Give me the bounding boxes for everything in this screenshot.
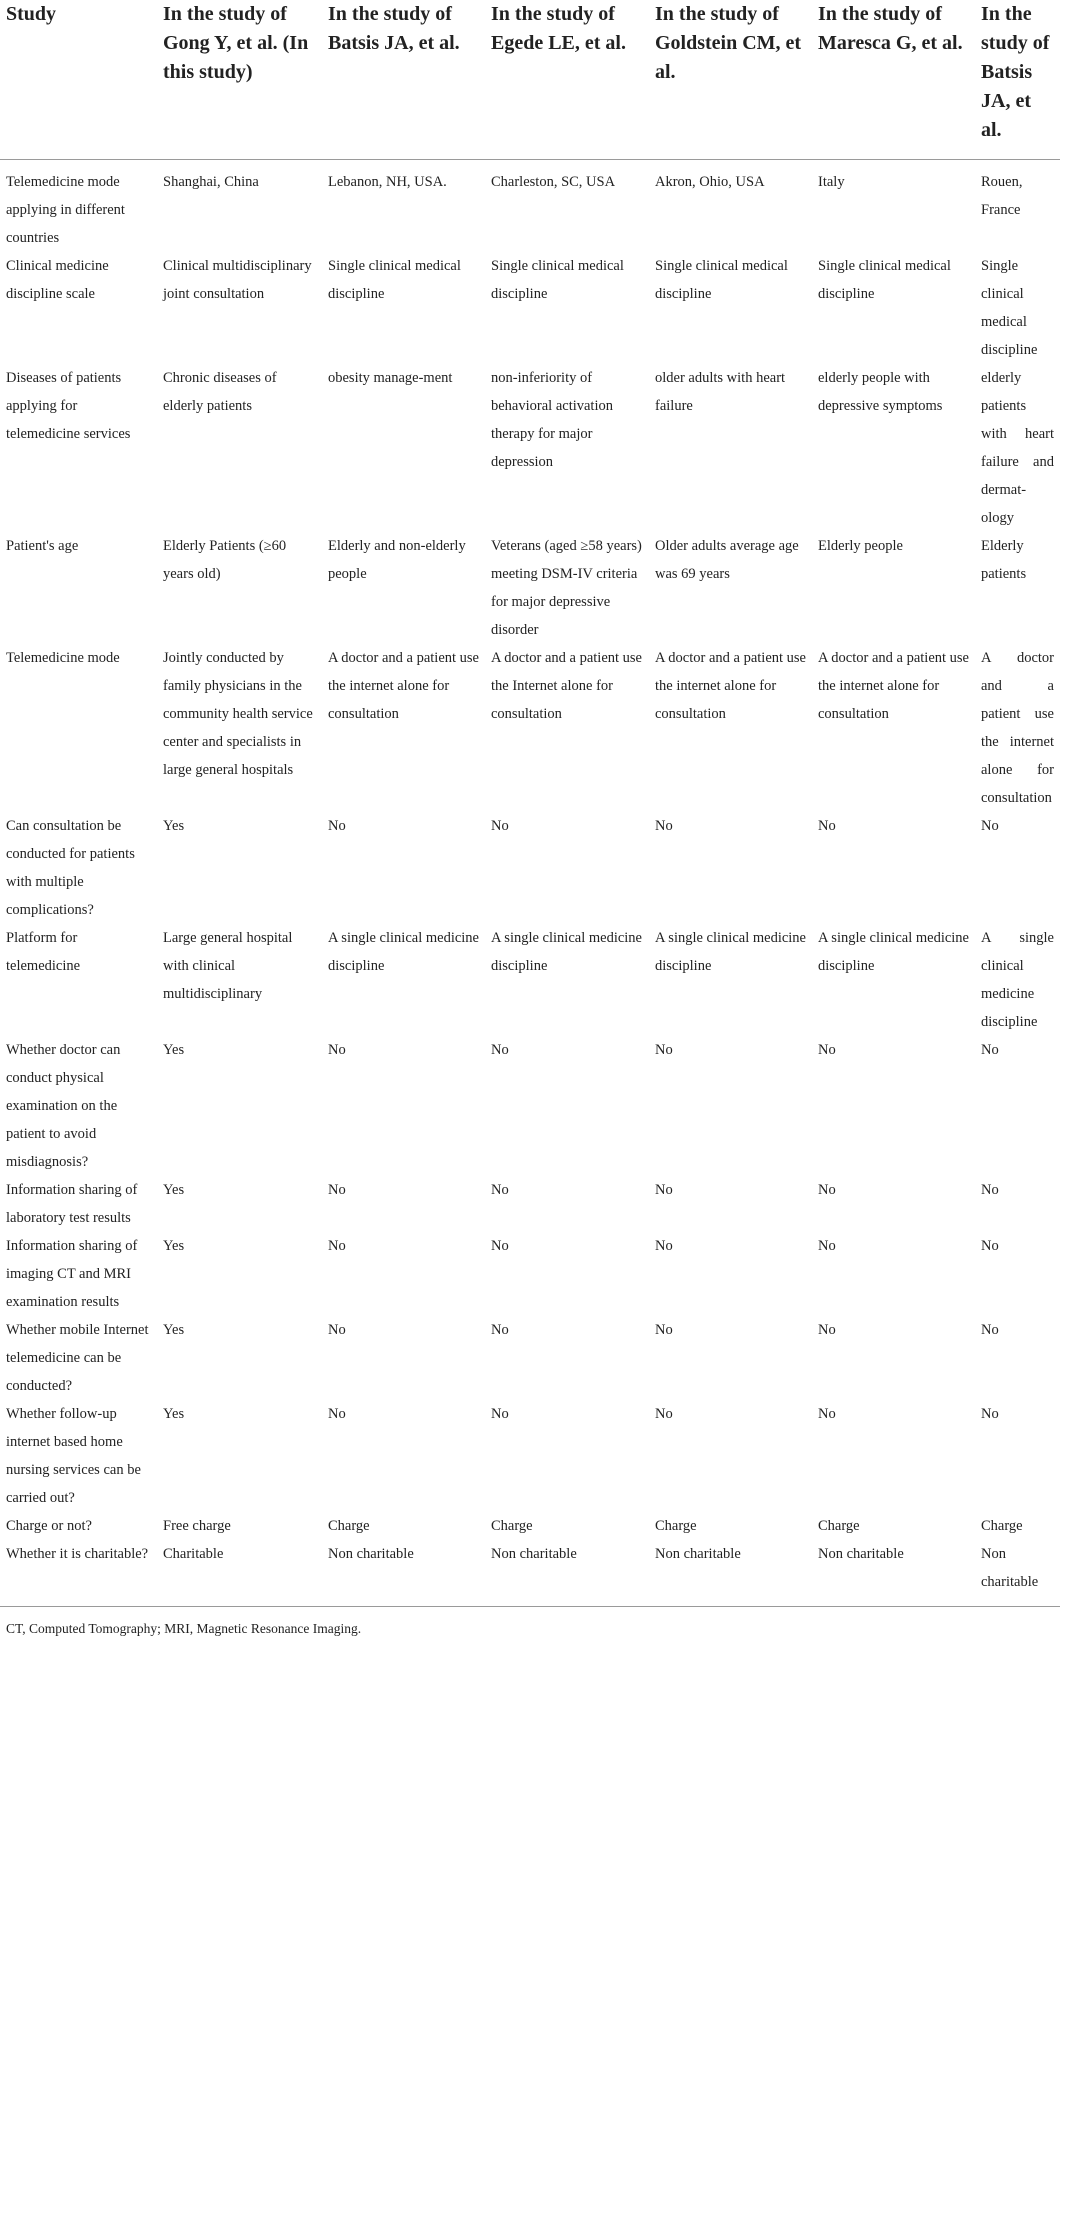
- row-label-cell: Can consultation be conducted for patients with multiple complications?: [6, 818, 135, 918]
- table-cell: Charge: [655, 1518, 697, 1534]
- table-cell: Elderly people: [818, 538, 903, 554]
- table-cell: Non charitable: [975, 1540, 1060, 1607]
- table-cell: Elderly Patients (≥60 years old): [163, 538, 287, 582]
- table-footnote: CT, Computed Tomography; MRI, Magnetic Resonance Imaging.: [6, 1621, 362, 1636]
- table-cell: A single clinical medicine discipline: [655, 930, 806, 974]
- row-label-cell: Platform for telemedicine: [6, 930, 81, 974]
- table-cell: Charge: [491, 1518, 533, 1534]
- table-cell: Veterans (aged ≥58 years) meeting DSM-IV criteria for major depressive disorder: [491, 538, 642, 638]
- table-cell: No: [491, 1238, 509, 1254]
- table-cell: non-inferiority of behavioral activation therapy for major depression: [491, 370, 613, 470]
- header-cell-egede: In the study of Egede LE, et al.: [485, 0, 649, 160]
- table-cell: A doctor and a patient use the internet alone for consultation: [328, 650, 479, 722]
- table-cell: older adults with heart failure: [655, 370, 786, 414]
- table-cell: A doctor and a patient use the internet alone for consultation: [818, 650, 969, 722]
- table-row: [0, 252, 1060, 364]
- table-cell: No: [655, 1238, 673, 1254]
- table-cell: Italy: [818, 174, 845, 190]
- table-cell: No: [328, 1182, 346, 1198]
- table-cell: No: [818, 818, 836, 834]
- table-cell: No: [655, 1042, 673, 1058]
- row-label-cell: Whether follow-up internet based home nursing services can be carried out?: [6, 1406, 141, 1506]
- table-cell: A single clinical medicine discipline: [981, 930, 1054, 1030]
- table-cell: Shanghai, China: [163, 174, 259, 190]
- table-row: [0, 1036, 1060, 1176]
- table-cell: No: [655, 1182, 673, 1198]
- header-cell-batsis-2: In the study of Batsis JA, et al.: [975, 0, 1060, 160]
- header-cell-gong: In the study of Gong Y, et al. (In this study): [157, 0, 322, 160]
- header-cell-batsis: In the study of Batsis JA, et al.: [322, 0, 485, 160]
- table-cell: Akron, Ohio, USA: [655, 174, 765, 190]
- table-cell: Single clinical medical discipline: [491, 258, 624, 302]
- table-cell: Charitable: [157, 1540, 322, 1607]
- table-cell: No: [655, 1406, 673, 1422]
- table-cell: A doctor and a patient use the Internet alone for consultation: [491, 650, 642, 722]
- table-cell: Yes: [163, 1406, 185, 1422]
- table-cell: elderly patients with heart failure and dermat-ology: [981, 370, 1054, 526]
- table-cell: No: [981, 818, 999, 834]
- table-cell: No: [491, 1406, 509, 1422]
- table-row: [0, 924, 1060, 1036]
- table-cell: No: [981, 1042, 999, 1058]
- table-cell: Charge: [818, 1518, 860, 1534]
- table-cell: No: [818, 1406, 836, 1422]
- table-cell: A single clinical medicine discipline: [818, 930, 969, 974]
- table-cell: No: [655, 818, 673, 834]
- table-row: [0, 1400, 1060, 1512]
- table-cell: Non charitable: [812, 1540, 975, 1607]
- table-cell: Elderly and non-elderly people: [328, 538, 466, 582]
- table-cell: Charge: [981, 1518, 1023, 1534]
- table-cell: No: [491, 1182, 509, 1198]
- table-cell: Single clinical medical discipline: [981, 258, 1038, 358]
- table-row: [0, 1512, 1060, 1540]
- row-label-cell: Whether doctor can conduct physical examination on the patient to avoid misdiagnosis?: [6, 1042, 121, 1170]
- table-cell: No: [818, 1238, 836, 1254]
- table-cell: A doctor and a patient use the internet alone for consultation: [655, 650, 806, 722]
- table-cell: Older adults average age was 69 years: [655, 538, 799, 582]
- row-label-cell: Whether it is charitable?: [0, 1540, 157, 1607]
- table-cell: No: [981, 1182, 999, 1198]
- row-label-cell: Whether mobile Internet telemedicine can be conducted?: [6, 1322, 149, 1394]
- table-row: [0, 1176, 1060, 1232]
- table-cell: No: [981, 1322, 999, 1338]
- table-cell: Jointly conducted by family physicians in the community health service center and specialists in large general hospitals: [163, 650, 313, 778]
- table-body: [0, 160, 1060, 1607]
- table-cell: No: [328, 1322, 346, 1338]
- table-row: [0, 1316, 1060, 1400]
- table-cell: Large general hospital with clinical multidisciplinary: [163, 930, 293, 1002]
- table-cell: elderly people with depressive symptoms: [818, 370, 943, 414]
- table-cell: Yes: [163, 1238, 185, 1254]
- header-row: [0, 0, 1060, 160]
- row-label-cell: Charge or not?: [6, 1518, 92, 1534]
- table-cell: Non charitable: [322, 1540, 485, 1607]
- table-cell: Elderly patients: [981, 538, 1027, 582]
- row-label-cell: Diseases of patients applying for telemedicine services: [6, 370, 131, 442]
- table-cell: No: [818, 1182, 836, 1198]
- table-cell: No: [491, 1042, 509, 1058]
- table-row: [0, 1540, 1060, 1607]
- table-cell: No: [981, 1406, 999, 1422]
- row-label-cell: Clinical medicine discipline scale: [6, 258, 109, 302]
- table-cell: Single clinical medical discipline: [818, 258, 951, 302]
- header-cell-maresca: In the study of Maresca G, et al.: [812, 0, 975, 160]
- table-cell: No: [981, 1238, 999, 1254]
- table-cell: Yes: [163, 818, 185, 834]
- table-cell: Yes: [163, 1322, 185, 1338]
- table-cell: No: [491, 1322, 509, 1338]
- table-cell: Single clinical medical discipline: [655, 258, 788, 302]
- table-cell: Non charitable: [485, 1540, 649, 1607]
- table-row: [0, 532, 1060, 644]
- table-cell: A single clinical medicine discipline: [491, 930, 642, 974]
- row-label-cell: Telemedicine mode applying in different countries: [6, 174, 125, 246]
- row-label-cell: Information sharing of laboratory test results: [6, 1182, 138, 1226]
- table-cell: No: [328, 1238, 346, 1254]
- header-cell-goldstein: In the study of Goldstein CM, et al.: [649, 0, 812, 160]
- table-header: [0, 0, 1060, 160]
- table-cell: A doctor and a patient use the internet alone for consultation: [981, 650, 1054, 806]
- table-cell: No: [655, 1322, 673, 1338]
- row-label-cell: Information sharing of imaging CT and MRI examination results: [6, 1238, 138, 1310]
- table-cell: Yes: [163, 1182, 185, 1198]
- table-cell: Lebanon, NH, USA.: [328, 174, 447, 190]
- table-cell: Charleston, SC, USA: [491, 174, 616, 190]
- header-cell-study: Study: [0, 0, 157, 160]
- table-row: [0, 812, 1060, 924]
- table-cell: No: [818, 1322, 836, 1338]
- table-cell: Clinical multidisciplinary joint consultation: [163, 258, 312, 302]
- table-cell: No: [328, 1406, 346, 1422]
- table-cell: obesity manage-ment: [328, 370, 453, 386]
- table-cell: Free charge: [163, 1518, 231, 1534]
- table-row: [0, 160, 1060, 253]
- table-cell: No: [818, 1042, 836, 1058]
- row-label-cell: Patient's age: [6, 538, 79, 554]
- row-label-cell: Telemedicine mode: [6, 650, 120, 666]
- table-cell: Charge: [328, 1518, 370, 1534]
- table-row: [0, 644, 1060, 812]
- table-row: [0, 364, 1060, 532]
- table-cell: A single clinical medicine discipline: [328, 930, 479, 974]
- table-cell: Yes: [163, 1042, 185, 1058]
- table-cell: Non charitable: [649, 1540, 812, 1607]
- table-cell: Chronic diseases of elderly patients: [163, 370, 277, 414]
- table-cell: No: [328, 1042, 346, 1058]
- table-cell: Single clinical medical discipline: [328, 258, 461, 302]
- table-cell: No: [491, 818, 509, 834]
- table-cell: Rouen, France: [981, 174, 1023, 218]
- table-cell: No: [328, 818, 346, 834]
- table-row: [0, 1232, 1060, 1316]
